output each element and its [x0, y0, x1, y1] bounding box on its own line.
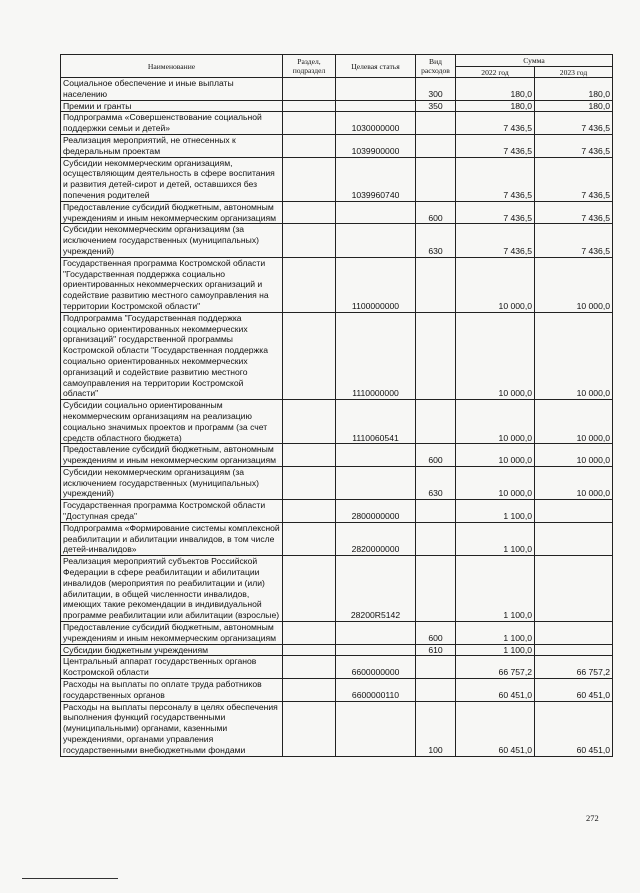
row-sum-2022: 7 436,5: [456, 112, 535, 135]
row-sum-2023: 10 000,0: [535, 466, 613, 499]
row-name: Субсидии некоммерческим организациям, осуществляющим деятельность в сфере воспитания и развития детей-сирот и детей, оставшихся без попечения родителей: [61, 157, 283, 201]
row-sum-2022: 180,0: [456, 78, 535, 101]
header-2023: 2023 год: [535, 67, 613, 78]
row-section: [283, 134, 336, 157]
table-row: [61, 444, 613, 467]
row-sum-2022: 180,0: [456, 100, 535, 112]
table-body: [61, 78, 613, 757]
row-section: [283, 201, 336, 224]
row-type: [416, 500, 456, 523]
row-target: [336, 644, 416, 656]
row-target: 1030000000: [336, 112, 416, 135]
row-name: Расходы на выплаты персоналу в целях обеспечения выполнения функций государственными (муниципальными) органами, казенными учреждениями, органами управления государственными внебюджетными фондами: [61, 701, 283, 756]
row-sum-2022: 60 451,0: [456, 679, 535, 702]
row-sum-2022: 1 100,0: [456, 644, 535, 656]
row-target: 28200R5142: [336, 556, 416, 622]
row-section: [283, 257, 336, 312]
row-target: [336, 100, 416, 112]
table-row: [61, 622, 613, 645]
row-section: [283, 78, 336, 101]
row-sum-2023: [535, 556, 613, 622]
row-sum-2023: 10 000,0: [535, 312, 613, 399]
row-section: [283, 112, 336, 135]
table-row: [61, 522, 613, 555]
row-name: Подпрограмма «Формирование системы комплексной реабилитации и абилитации инвалидов, в том числе детей-инвалидов»: [61, 522, 283, 555]
header-sum: Сумма: [456, 55, 613, 67]
row-type: 600: [416, 201, 456, 224]
row-section: [283, 157, 336, 201]
row-target: [336, 622, 416, 645]
row-sum-2023: 7 436,5: [535, 134, 613, 157]
budget-table: [60, 54, 613, 757]
table-row: [61, 556, 613, 622]
row-type: [416, 134, 456, 157]
row-type: [416, 257, 456, 312]
table-row: [61, 157, 613, 201]
row-name: Государственная программа Костромской области "Доступная среда": [61, 500, 283, 523]
row-sum-2023: 7 436,5: [535, 201, 613, 224]
row-target: [336, 466, 416, 499]
table-row: [61, 78, 613, 101]
row-section: [283, 444, 336, 467]
row-section: [283, 224, 336, 257]
row-sum-2022: 66 757,2: [456, 656, 535, 679]
row-sum-2022: 60 451,0: [456, 701, 535, 756]
row-target: [336, 701, 416, 756]
row-sum-2022: 1 100,0: [456, 622, 535, 645]
table-row: [61, 100, 613, 112]
row-type: [416, 157, 456, 201]
row-target: 1100000000: [336, 257, 416, 312]
row-sum-2022: 10 000,0: [456, 466, 535, 499]
row-target: 1110000000: [336, 312, 416, 399]
row-section: [283, 312, 336, 399]
table-row: [61, 679, 613, 702]
footer-rule: [22, 878, 118, 879]
row-type: 630: [416, 224, 456, 257]
row-sum-2023: [535, 500, 613, 523]
row-type: 100: [416, 701, 456, 756]
row-target: 1110060541: [336, 400, 416, 444]
table-row: [61, 400, 613, 444]
row-target: 6600000110: [336, 679, 416, 702]
row-target: [336, 201, 416, 224]
row-type: 300: [416, 78, 456, 101]
row-sum-2023: 60 451,0: [535, 679, 613, 702]
row-target: [336, 78, 416, 101]
row-sum-2023: [535, 522, 613, 555]
row-section: [283, 500, 336, 523]
row-section: [283, 100, 336, 112]
row-name: Государственная программа Костромской области "Государственная поддержка социально ориентированных некоммерческих организаций и содействие развитию местного самоуправления на территории Костромской области": [61, 257, 283, 312]
row-type: 600: [416, 444, 456, 467]
row-sum-2023: 7 436,5: [535, 224, 613, 257]
row-type: [416, 400, 456, 444]
row-name: Центральный аппарат государственных органов Костромской области: [61, 656, 283, 679]
row-type: 610: [416, 644, 456, 656]
row-name: Субсидии социально ориентированным некоммерческим организациям на реализацию социально значимых проектов и программ (за счет средств областного бюджета): [61, 400, 283, 444]
row-target: 2800000000: [336, 500, 416, 523]
row-sum-2022: 10 000,0: [456, 257, 535, 312]
row-sum-2023: 10 000,0: [535, 257, 613, 312]
row-section: [283, 466, 336, 499]
row-type: [416, 312, 456, 399]
row-section: [283, 622, 336, 645]
header-section: Раздел, подраздел: [283, 55, 336, 78]
table-row: [61, 312, 613, 399]
row-sum-2023: 10 000,0: [535, 400, 613, 444]
row-sum-2023: 10 000,0: [535, 444, 613, 467]
row-name: Субсидии некоммерческим организациям (за исключением государственных (муниципальных) учреждений): [61, 466, 283, 499]
row-type: 600: [416, 622, 456, 645]
header-2022: 2022 год: [456, 67, 535, 78]
row-name: Предоставление субсидий бюджетным, автономным учреждениям и иным некоммерческим организациям: [61, 201, 283, 224]
row-target: 6600000000: [336, 656, 416, 679]
row-section: [283, 701, 336, 756]
row-sum-2022: 7 436,5: [456, 134, 535, 157]
row-type: [416, 112, 456, 135]
row-target: [336, 444, 416, 467]
row-section: [283, 556, 336, 622]
table-row: [61, 644, 613, 656]
row-target: 1039900000: [336, 134, 416, 157]
row-sum-2023: [535, 644, 613, 656]
row-sum-2022: 10 000,0: [456, 400, 535, 444]
row-name: Реализация мероприятий субъектов Российской Федерации в сфере реабилитации и абилитации инвалидов (мероприятия по реабилитации и (или) абилитации, в общей численности инвалидов, имеющих такие рекомендации в индивидуальной программе реабилитации или абилитации (взрослые): [61, 556, 283, 622]
row-sum-2023: 7 436,5: [535, 157, 613, 201]
row-target: 1039960740: [336, 157, 416, 201]
table-row: [61, 656, 613, 679]
header-type: Вид расходов: [416, 55, 456, 78]
row-sum-2022: 7 436,5: [456, 201, 535, 224]
row-name: Расходы на выплаты по оплате труда работников государственных органов: [61, 679, 283, 702]
row-sum-2023: 60 451,0: [535, 701, 613, 756]
row-type: [416, 522, 456, 555]
row-sum-2023: [535, 622, 613, 645]
row-sum-2022: 7 436,5: [456, 157, 535, 201]
row-name: Подпрограмма "Государственная поддержка социально ориентированных некоммерческих организаций" государственной программы Костромской области "Государственная поддержка социально ориентированных некоммерческих организаций и содействие развитию местного самоуправления на территории Костромской области": [61, 312, 283, 399]
header-target: Целевая статья: [336, 55, 416, 78]
row-section: [283, 400, 336, 444]
row-name: Социальное обеспечение и иные выплаты населению: [61, 78, 283, 101]
row-type: [416, 556, 456, 622]
row-name: Предоставление субсидий бюджетным, автономным учреждениям и иным некоммерческим организациям: [61, 622, 283, 645]
table-row: [61, 500, 613, 523]
row-section: [283, 679, 336, 702]
row-sum-2022: 7 436,5: [456, 224, 535, 257]
header-name: Наименование: [61, 55, 283, 78]
row-type: [416, 679, 456, 702]
table-row: [61, 201, 613, 224]
row-sum-2023: 7 436,5: [535, 112, 613, 135]
row-name: Премии и гранты: [61, 100, 283, 112]
table-row: [61, 257, 613, 312]
row-name: Подпрограмма «Совершенствование социальной поддержки семьи и детей»: [61, 112, 283, 135]
row-type: 630: [416, 466, 456, 499]
row-target: [336, 224, 416, 257]
row-sum-2023: 180,0: [535, 78, 613, 101]
row-section: [283, 656, 336, 679]
row-sum-2022: 1 100,0: [456, 556, 535, 622]
row-type: [416, 656, 456, 679]
table-row: [61, 112, 613, 135]
row-sum-2023: 66 757,2: [535, 656, 613, 679]
table-row: [61, 134, 613, 157]
table-row: [61, 224, 613, 257]
row-sum-2022: 1 100,0: [456, 522, 535, 555]
row-sum-2022: 1 100,0: [456, 500, 535, 523]
table-row: [61, 701, 613, 756]
row-section: [283, 522, 336, 555]
row-name: Предоставление субсидий бюджетным, автономным учреждениям и иным некоммерческим организациям: [61, 444, 283, 467]
row-target: 2820000000: [336, 522, 416, 555]
row-name: Субсидии некоммерческим организациям (за исключением государственных (муниципальных) учреждений): [61, 224, 283, 257]
row-sum-2022: 10 000,0: [456, 312, 535, 399]
row-name: Субсидии бюджетным учреждениям: [61, 644, 283, 656]
row-type: 350: [416, 100, 456, 112]
row-name: Реализация мероприятий, не отнесенных к федеральным проектам: [61, 134, 283, 157]
page-number: 272: [586, 813, 599, 823]
table-row: [61, 466, 613, 499]
row-sum-2023: 180,0: [535, 100, 613, 112]
row-section: [283, 644, 336, 656]
row-sum-2022: 10 000,0: [456, 444, 535, 467]
